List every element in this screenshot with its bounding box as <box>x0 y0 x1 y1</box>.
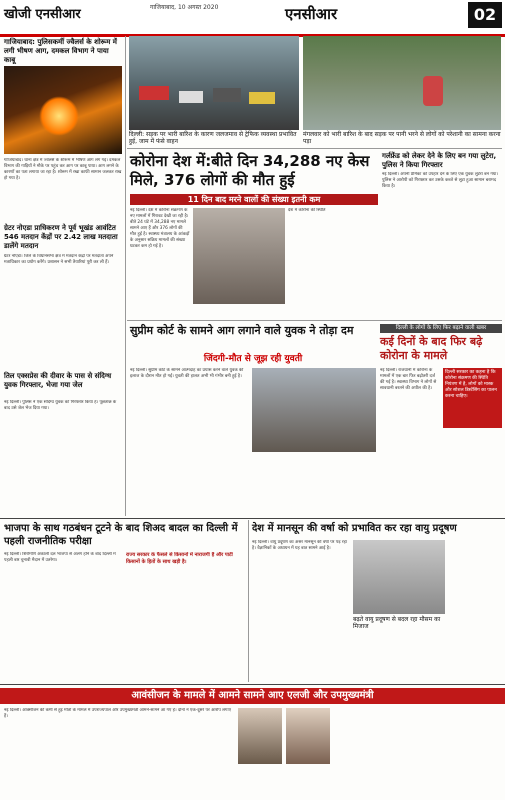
lead-photo <box>193 208 285 304</box>
story2-body: ग्रेटर नोएडा। जिले के विधानसभा क्षेत्र में मतदान केंद्रों पर मतदाता अपने मताधिकार का प्रयोग करेंगे। प्रशासन ने सभी तैयारियां पूरी कर ली हैं। <box>4 254 114 265</box>
portrait-1 <box>238 708 282 764</box>
photo-caption-1: दिल्ली: सड़क पर भारी बारिश के कारण जलजमाव से ट्रेफिक व्यवस्था प्रभावित हुई, जाम में फंसे वाहन <box>129 131 297 145</box>
bottom-right-caption: बढ़ते वायु प्रदूषण से बदल रहा मौसम का मिजाज <box>353 616 441 630</box>
section-title: एनसीआर <box>285 5 338 23</box>
lead-headline: कोरोना देश में:बीते दिन 34,288 नए केस मिले, 376 लोगों की मौत हुई <box>130 152 370 189</box>
court-photo <box>252 368 376 452</box>
header-date: गाजियाबाद, 10 अगस्त 2020 <box>150 4 219 11</box>
pollution-photo <box>353 540 445 614</box>
traffic-photo <box>129 36 299 130</box>
side-story-title: गर्लफ्रेंड को लेकर देने के लिए बन गया लुटेरा, पुलिस ने किया गिरफ्तार <box>382 152 497 169</box>
photo-caption-2: मंगलवार को भारी बारिश के बाद सड़क पर पानी भरने से लोगों को परेशानी का सामना करना पड़ा <box>303 131 501 145</box>
page-number: 02 <box>468 2 502 28</box>
corona-body: नई दिल्ली। राजधानी में कोरोना के मामलों में एक बार फिर बढ़ोतरी दर्ज की गई है। स्वास्थ्य विभाग ने लोगों से सावधानी बरतने की अपील की है। <box>380 368 437 391</box>
court-subhead: जिंदगी-मौत से जूझ रही युवती <box>203 354 303 364</box>
lead-body: नई दिल्ली। देश में कोरोना संक्रमण के नए मामलों में गिरावट देखी जा रही है। बीते 24 घंटे में 34,288 नए मामले सामने आए हैं और 376 लोगों की मौत हुई है। स्वास्थ्य मंत्रालय के आंकड़ों के अनुसार सक्रिय मामलों की संख्या घटकर कम हो गई है। <box>130 208 190 249</box>
bottom-left-headline: भाजपा के साथ गठबंधन टूटने के बाद शिअद बादल का दिल्ली में पहली राजनीतिक परीक्षा <box>4 523 238 547</box>
corona-kicker: दिल्ली के लोगों के लिए फिर बढ़ाने वाली खबर <box>380 324 502 333</box>
portrait-2 <box>286 708 330 764</box>
story3-title: तिल एक्सप्रेस की दीवार के पास से संदिग्ध युवक गिरफ्तार, भेजा गया जेल <box>4 372 112 389</box>
court-headline: सुप्रीम कोर्ट के सामने आग लगाने वाले युवक ने तोड़ा दम <box>130 324 354 337</box>
bottom-right-body: नई दिल्ली। वायु प्रदूषण का असर मानसून की वर्षा पर पड़ रहा है। वैज्ञानिकों के अध्ययन में यह बात सामने आई है। <box>252 540 348 551</box>
lead-banner: 11 दिन बाद मरने वालों की संख्या इतनी कम <box>130 194 378 205</box>
footer-body: नई दिल्ली। ऑक्सीजन की कमी से हुई मौतों के मामले में उपराज्यपाल और उपमुख्यमंत्री आमने-सामने आ गए हैं। दोनों ने एक-दूसरे पर आरोप लगाए हैं। <box>4 708 231 719</box>
story2-title: ग्रेटर नोएडा प्राधिकरण ने पूर्व भूखंड आवंटित 546 मतदान केंद्रों पर 2.42 लाख मतदाता डालेंगे मतदान <box>4 224 118 250</box>
story3-body: नई दिल्ली। पुलिस ने एक संदिग्ध युवक को गिरफ्तार किया है। पूछताछ के बाद उसे जेल भेज दिया गया। <box>4 400 117 411</box>
lead-stats-caption: देश में कोरोना की स्थिति <box>288 208 326 213</box>
side-story-body: नई दिल्ली। अपनी प्रेमिका को उपहार देने के लिए एक युवक लुटेरा बन गया। पुलिस ने आरोपी को गिरफ्तार कर उसके कब्जे से लूटा हुआ सामान बरामद किया है। <box>382 172 499 189</box>
bottom-right-headline: देश में मानसून की वर्षा को प्रभावित कर रहा वायु प्रदूषण <box>252 523 457 534</box>
footer-headline: आवंसीजन के मामले में आमने सामने आए एलजी और उपमुख्यमंत्री <box>0 688 505 704</box>
fire-photo <box>4 66 122 154</box>
masthead: खोजी एनसीआर <box>4 7 81 22</box>
story1-title: गाजियाबाद: पुलिसकर्मी ज्वैलर्स के शोरूम में लगी भीषण आग, दमकल विभाग ने पाया काबू <box>4 38 117 64</box>
corona-quote: दिल्ली सरकार का कहना है कि कोरोना संक्रमण की स्थिति नियंत्रण में है, लोगों को मास्क और सोशल डिस्टेंसिंग का पालन करना चाहिए। <box>443 368 502 428</box>
court-body: नई दिल्ली। सुप्रीम कोर्ट के सामने आत्मदाह का प्रयास करने वाले युवक की इलाज के दौरान मौत हो गई। युवती की हालत अभी भी गंभीर बनी हुई है। <box>130 368 244 379</box>
corona-headline: कई दिनों के बाद फिर बढ़े कोरोना के मामले <box>380 335 483 362</box>
bottom-left-body: नई दिल्ली। शिरोमणि अकाली दल भाजपा से अलग होने के बाद दिल्ली में पहली बार चुनावी मैदान में उतरेगा। <box>4 552 116 563</box>
bottom-left-quote: राज्य सरकार के फैसले से किसानों में नाराजगी है और पार्टी किसानों के हितों के साथ खड़ी है। <box>126 552 233 565</box>
flood-photo <box>303 36 501 130</box>
story1-body: गाजियाबाद। थाना क्षेत्र में ज्वैलर्स के शोरूम में भीषण आग लग गई। दमकल विभाग की गाड़ियों ने मौके पर पहुंच कर आग पर काबू पाया। आग लगने के कारणों का पता लगाया जा रहा है। शोरूम में रखा काफी सामान जलकर राख हो गया है। <box>4 158 122 181</box>
